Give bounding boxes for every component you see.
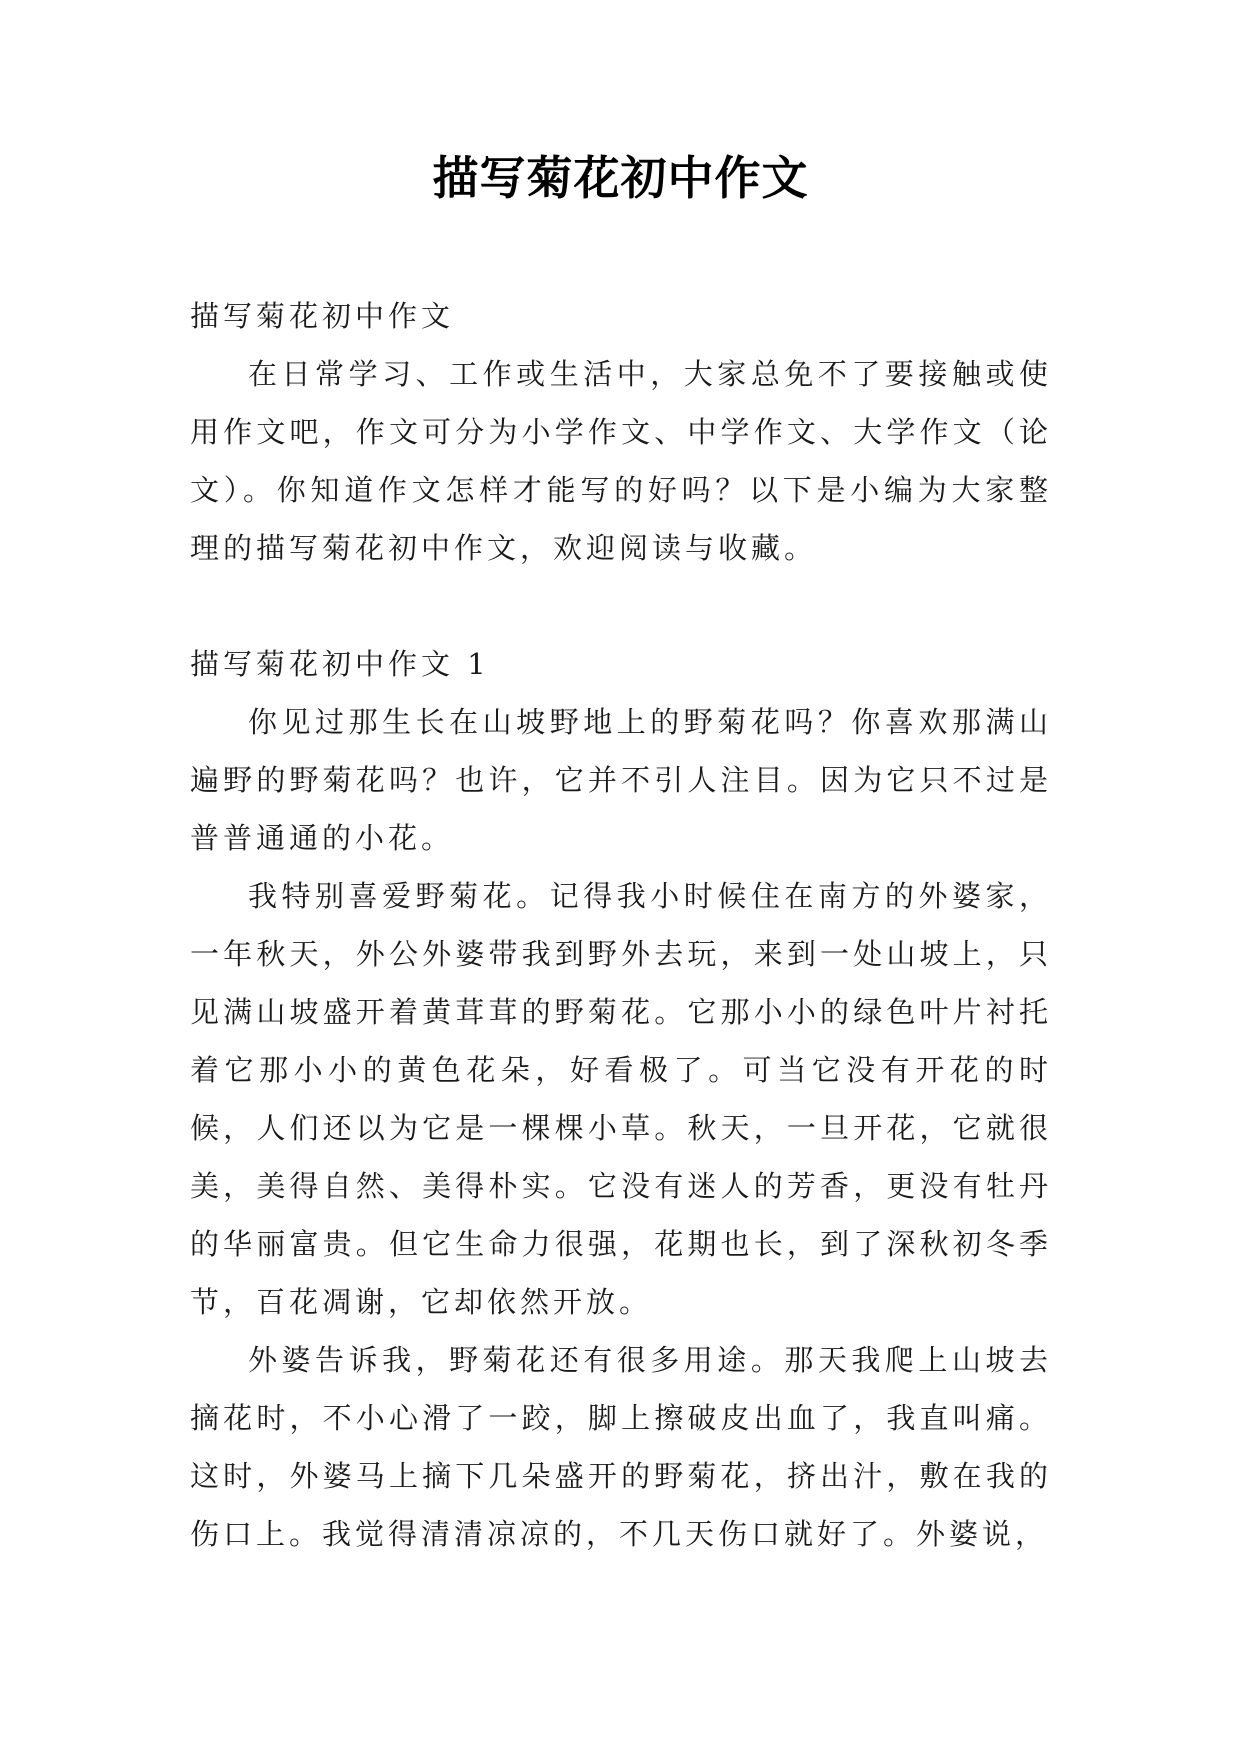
document-title: 描写菊花初中作文: [432, 151, 809, 205]
intro-heading: 描写菊花初中作文: [190, 299, 455, 333]
intro-paragraph: 在日常学习、工作或生活中，大家总免不了要接触或使用作文吧，作文可分为小学作文、中学作文、大学作文（论文）。你知道作文怎样才能写的好吗？以下是小编为大家整理的描写菊花初中作文，欢迎阅读与收藏。: [190, 357, 1052, 565]
essay-paragraph-3: 外婆告诉我，野菊花还有很多用途。那天我爬上山坡去摘花时，不小心滑了一跤，脚上擦破皮出血了，我直叫痛。这时，外婆马上摘下几朵盛开的野菊花，挤出汁，敷在我的伤口上。我觉得清清凉凉的，不几天伤口就好了。外婆说，: [190, 1343, 1052, 1551]
essay-heading: 描写菊花初中作文 1: [190, 647, 490, 681]
essay-paragraph-1: 你见过那生长在山坡野地上的野菊花吗？你喜欢那满山遍野的野菊花吗？也许，它并不引人注目。因为它只不过是普普通通的小花。: [190, 705, 1052, 855]
section-spacer: [190, 577, 1052, 635]
document-body: [190, 287, 1052, 1563]
essay-paragraph-2: 我特别喜爱野菊花。记得我小时候住在南方的外婆家，一年秋天，外公外婆带我到野外去玩，来到一处山坡上，只见满山坡盛开着黄茸茸的野菊花。它那小小的绿色叶片衬托着它那小小的黄色花朵，好看极了。可当它没有开花的时候，人们还以为它是一棵棵小草。秋天，一旦开花，它就很美，美得自然、美得朴实。它没有迷人的芳香，更没有牡丹的华丽富贵。但它生命力很强，花期也长，到了深秋初冬季节，百花凋谢，它却依然开放。: [190, 879, 1052, 1319]
